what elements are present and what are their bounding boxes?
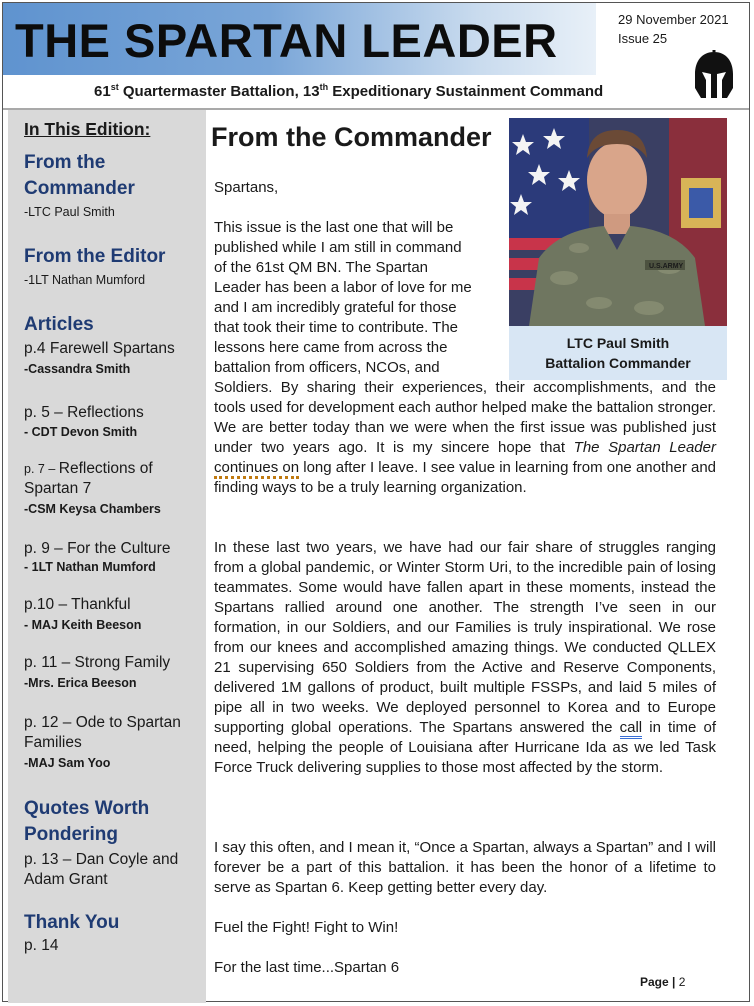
article-title: From the Commander <box>211 122 492 152</box>
svg-text:U.S.ARMY: U.S.ARMY <box>649 263 684 270</box>
toc-entry-thank-you: p. 14 <box>24 937 59 954</box>
issue-date: 29 November 2021 <box>618 12 729 27</box>
toc-entry-author: - MAJ Keith Beeson <box>24 618 142 632</box>
toc-heading: In This Edition: <box>24 119 151 139</box>
page-number: Page | 2 <box>640 975 686 989</box>
toc-entry-ode: p. 12 – Ode to Spartan Families <box>24 714 181 751</box>
paragraph-1-wrapped: This issue is the last one that will be published while I am still in command of the 61st QM BN. The Spartan Leader has been a labor of love for me and I am incredibly grateful for those that took their time to contribute. The lessons here came from across the battalion from officers, NCOs, and <box>214 219 472 376</box>
spartan-helmet-logo <box>692 50 736 100</box>
toc-entry-culture: p. 9 – For the Culture <box>24 540 171 557</box>
issue-number: Issue 25 <box>618 31 668 46</box>
toc-entry-author: -CSM Keysa Chambers <box>24 502 161 516</box>
salutation: Spartans, <box>214 179 279 196</box>
spellcheck-underline: continues on <box>214 459 299 479</box>
paragraph-4: Fuel the Fight! Fight to Win! <box>214 919 399 936</box>
toc-entry-reflections: p. 5 – Reflections <box>24 404 144 421</box>
newsletter-title: THE SPARTAN LEADER <box>15 14 558 67</box>
toc-entry-quotes: p. 13 – Dan Coyle and Adam Grant <box>24 851 179 888</box>
paragraph-1-continued: Soldiers. By sharing their experiences, their accomplishments, and the tools used for development each author helped make the battalion stronger. We are better today than we were when the first issue was published just under two years ago. It is my sincere hope that The Spartan Leader continues on long after I leave. I see value in learning from one another and finding ways to be a truly learning organization. <box>214 379 717 496</box>
subtitle: 61st Quartermaster Battalion, 13th Expeditionary Sustainment Command <box>94 82 604 100</box>
toc-entry-thankful: p.10 – Thankful <box>24 596 131 613</box>
toc-entry-strong-family: p. 11 – Strong Family <box>24 654 171 671</box>
toc-section-commander: From the Commander <box>24 152 135 199</box>
toc-section-quotes: Quotes Worth Pondering <box>24 798 150 845</box>
paragraph-2: In these last two years, we have had our fair share of struggles ranging from a global pandemic, or Winter Storm Uri, to the incredible pain of losing teammates. Some would have fallen apart in these moments, instead the Spartans rallied around one another. The strength I’ve seen in our formation, in our Soldiers, and our Families is truly inspirational. We rose from our knees and accomplished amazing things. We conducted QLLEX 21 supervising 650 Soldiers from the Active and Reserve Components, delivered 1M gallons of product, built multiple FSSPs, and laid 5 miles of pipe all in two weeks. We deployed personnel to Korea and to Europe supporting global operations. The Spartans answered the call in time of need, helping the people of Louisiana after Hurricane Ida as we led Task Force Truck delivering supplies to those most affected by the storm. <box>214 539 716 776</box>
grammar-underline: call <box>620 719 643 739</box>
toc-section-editor: From the Editor <box>24 246 166 267</box>
table-of-contents-sidebar <box>8 110 206 1003</box>
commander-photo <box>509 118 727 326</box>
toc-entry-author: - CDT Devon Smith <box>24 425 138 439</box>
caption-name: LTC Paul Smith <box>566 335 670 351</box>
toc-entry-author: -Cassandra Smith <box>24 362 131 376</box>
masthead-banner <box>3 3 596 75</box>
toc-section-articles: Articles <box>24 314 94 335</box>
toc-entry-author: -Mrs. Erica Beeson <box>24 676 137 690</box>
photo-caption <box>509 326 727 380</box>
toc-entry-author: -MAJ Sam Yoo <box>24 756 111 770</box>
toc-author-commander: -LTC Paul Smith <box>24 205 115 219</box>
paragraph-3: I say this often, and I mean it, “Once a Spartan, always a Spartan” and I will forever be a part of this battalion. it has been the honor of a lifetime to serve as Spartan 6. Keep getting better every day. <box>214 839 716 896</box>
toc-section-thank-you: Thank You <box>24 912 120 933</box>
sign-off: For the last time...Spartan 6 <box>214 959 400 976</box>
toc-entry-author: - 1LT Nathan Mumford <box>24 560 156 574</box>
toc-entry-reflections-spartan7: p. 7 – Reflections of Spartan 7 <box>24 460 153 497</box>
caption-role: Battalion Commander <box>545 355 691 371</box>
toc-author-editor: -1LT Nathan Mumford <box>24 273 146 287</box>
toc-entry-farewell: p.4 Farewell Spartans <box>24 340 175 357</box>
